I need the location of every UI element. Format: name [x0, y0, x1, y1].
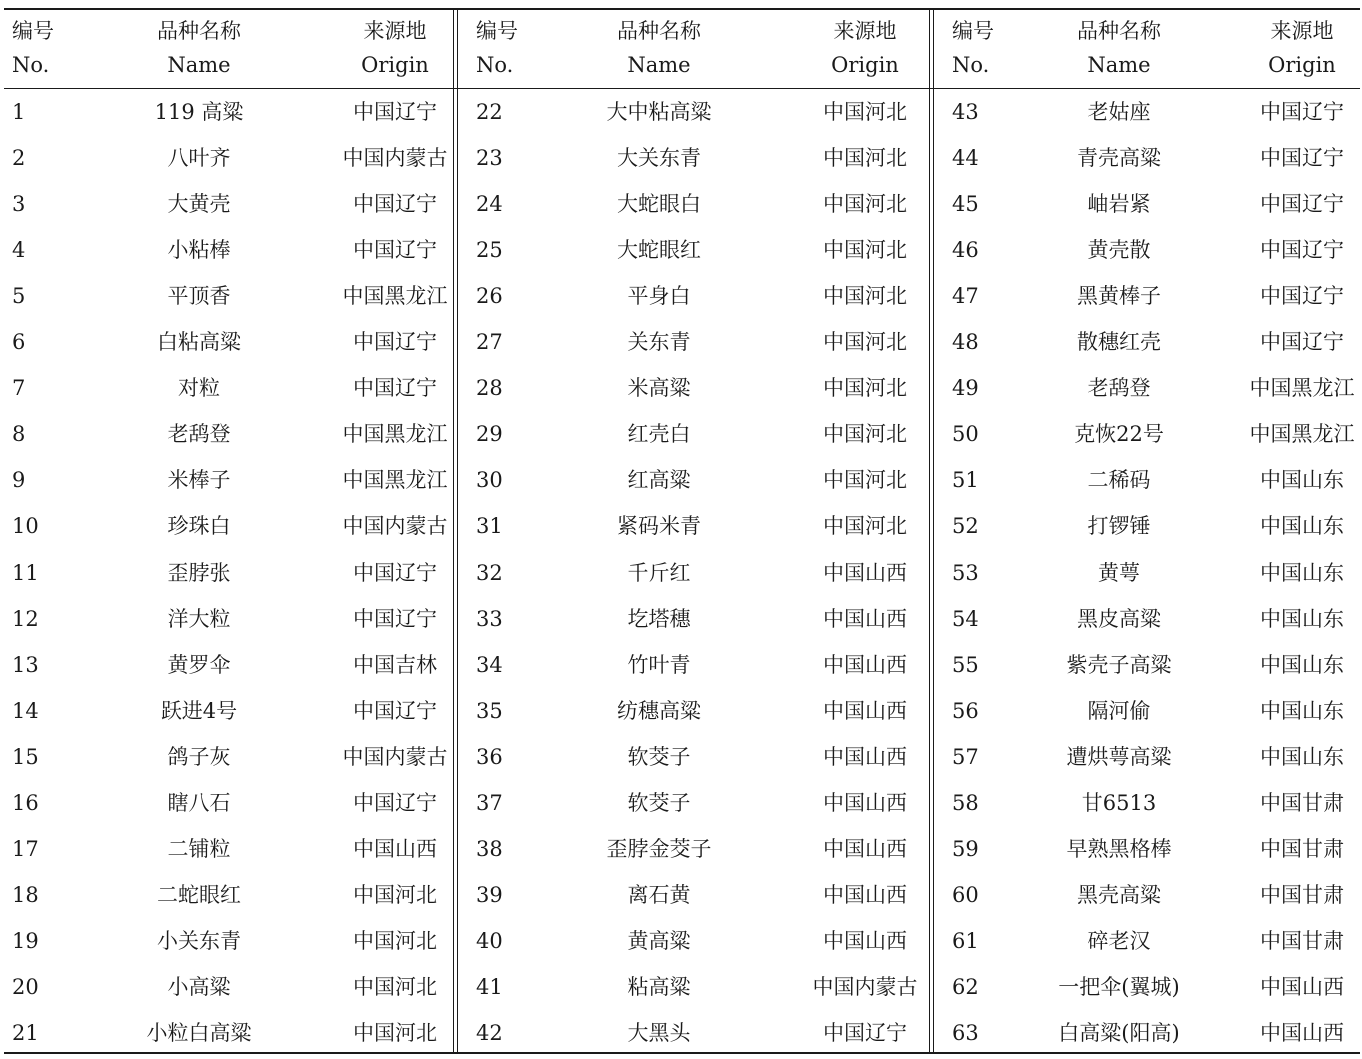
variety-name: 软茭子 — [627, 745, 691, 769]
origin-place: 中国山东 — [1260, 607, 1344, 631]
row-number: 18 — [12, 883, 39, 907]
origin-place: 中国河北 — [353, 1021, 437, 1045]
row-number: 6 — [12, 330, 26, 354]
variety-name: 小粘棒 — [167, 238, 231, 262]
origin-place: 中国辽宁 — [353, 561, 437, 585]
origin-place: 中国山西 — [823, 653, 907, 677]
row-number: 24 — [476, 192, 503, 216]
variety-name: 二稀码 — [1087, 468, 1151, 492]
origin-place: 中国甘肃 — [1260, 883, 1344, 907]
origin-place: 中国山西 — [823, 607, 907, 631]
origin-place: 中国山西 — [823, 883, 907, 907]
origin-place: 中国甘肃 — [1260, 929, 1344, 953]
origin-place: 中国辽宁 — [353, 238, 437, 262]
origin-place: 中国甘肃 — [1260, 837, 1344, 861]
variety-name: 珍珠白 — [167, 514, 231, 538]
row-number: 55 — [952, 653, 979, 677]
origin-place: 中国河北 — [823, 284, 907, 308]
variety-name: 大蛇眼白 — [617, 192, 701, 216]
row-number: 33 — [476, 607, 503, 631]
row-number: 37 — [476, 791, 503, 815]
origin-place: 中国山东 — [1260, 514, 1344, 538]
row-number: 51 — [952, 468, 979, 492]
variety-name: 岫岩紧 — [1087, 192, 1151, 216]
variety-name: 紫壳子高粱 — [1066, 653, 1172, 677]
row-number: 22 — [476, 100, 503, 124]
variety-name: 平顶香 — [167, 284, 231, 308]
variety-name: 早熟黑格棒 — [1066, 837, 1172, 861]
origin-place: 中国内蒙古 — [342, 146, 448, 170]
row-number: 12 — [12, 607, 39, 631]
origin-place: 中国河北 — [823, 514, 907, 538]
variety-name: 老姑座 — [1087, 100, 1151, 124]
variety-name: 关东青 — [627, 330, 691, 354]
origin-place: 中国辽宁 — [1260, 330, 1344, 354]
row-number: 46 — [952, 238, 979, 262]
row-number: 39 — [476, 883, 503, 907]
origin-place: 中国河北 — [823, 422, 907, 446]
header-no-cn: 编号 — [476, 19, 518, 43]
variety-name: 青壳高粱 — [1077, 146, 1161, 170]
origin-place: 中国山西 — [823, 929, 907, 953]
variety-name: 甘6513 — [1081, 791, 1157, 815]
germplasm-table — [4, 8, 1360, 1054]
row-number: 38 — [476, 837, 503, 861]
variety-name: 一把伞(翼城) — [1058, 975, 1180, 999]
variety-name: 克恢22号 — [1074, 422, 1164, 446]
row-number: 45 — [952, 192, 979, 216]
row-number: 60 — [952, 883, 979, 907]
origin-place: 中国河北 — [353, 883, 437, 907]
origin-place: 中国辽宁 — [353, 376, 437, 400]
row-number: 31 — [476, 514, 503, 538]
origin-place: 中国黑龙江 — [342, 468, 448, 492]
origin-place: 中国辽宁 — [353, 192, 437, 216]
origin-place: 中国辽宁 — [823, 1021, 907, 1045]
row-number: 54 — [952, 607, 979, 631]
variety-name: 老鸹登 — [1087, 376, 1151, 400]
variety-name: 歪脖张 — [167, 561, 231, 585]
variety-name: 八叶齐 — [167, 146, 231, 170]
variety-name: 洋大粒 — [167, 607, 231, 631]
row-number: 59 — [952, 837, 979, 861]
variety-name: 散穗红壳 — [1077, 330, 1161, 354]
row-number: 26 — [476, 284, 503, 308]
origin-place: 中国山东 — [1260, 653, 1344, 677]
row-number: 61 — [952, 929, 979, 953]
variety-name: 遭烘萼高粱 — [1066, 745, 1172, 769]
variety-name: 碎老汉 — [1087, 929, 1151, 953]
origin-place: 中国河北 — [823, 376, 907, 400]
row-number: 11 — [12, 561, 39, 585]
variety-name: 歪脖金茭子 — [606, 837, 712, 861]
variety-name: 鸽子灰 — [167, 745, 231, 769]
header-origin-cn: 来源地 — [1270, 19, 1334, 43]
origin-place: 中国山西 — [823, 699, 907, 723]
origin-place: 中国山东 — [1260, 561, 1344, 585]
variety-name: 黑壳高粱 — [1077, 883, 1161, 907]
row-number: 43 — [952, 100, 979, 124]
origin-place: 中国山西 — [823, 791, 907, 815]
variety-name: 黄高粱 — [627, 929, 691, 953]
variety-name: 二蛇眼红 — [157, 883, 241, 907]
row-number: 15 — [12, 745, 39, 769]
header-name-cn: 品种名称 — [617, 19, 701, 43]
row-number: 47 — [952, 284, 979, 308]
row-number: 48 — [952, 330, 979, 354]
row-number: 13 — [12, 653, 39, 677]
variety-name: 打锣锤 — [1087, 514, 1151, 538]
variety-name: 跃进4号 — [160, 699, 238, 723]
variety-name: 紧码米青 — [617, 514, 701, 538]
origin-place: 中国黑龙江 — [1249, 376, 1355, 400]
variety-name: 竹叶青 — [627, 653, 691, 677]
origin-place: 中国内蒙古 — [342, 514, 448, 538]
variety-name: 千斤红 — [627, 561, 691, 585]
column-group-separator — [453, 8, 458, 1054]
row-number: 1 — [12, 100, 26, 124]
table-bottom-rule — [4, 1052, 1360, 1054]
variety-name: 小粒白高粱 — [146, 1021, 252, 1045]
origin-place: 中国黑龙江 — [342, 422, 448, 446]
row-number: 44 — [952, 146, 979, 170]
row-number: 50 — [952, 422, 979, 446]
row-number: 57 — [952, 745, 979, 769]
variety-name: 大蛇眼红 — [617, 238, 701, 262]
header-name-en: Name — [167, 53, 231, 77]
variety-name: 瞎八石 — [167, 791, 231, 815]
row-number: 27 — [476, 330, 503, 354]
row-number: 35 — [476, 699, 503, 723]
row-number: 9 — [12, 468, 26, 492]
row-number: 8 — [12, 422, 26, 446]
variety-name: 黄萼 — [1098, 561, 1140, 585]
variety-name: 黑黄棒子 — [1077, 284, 1161, 308]
row-number: 42 — [476, 1021, 503, 1045]
variety-name: 对粒 — [178, 376, 220, 400]
origin-place: 中国山西 — [823, 745, 907, 769]
origin-place: 中国甘肃 — [1260, 791, 1344, 815]
origin-place: 中国吉林 — [353, 653, 437, 677]
origin-place: 中国辽宁 — [353, 699, 437, 723]
row-number: 58 — [952, 791, 979, 815]
header-name-en: Name — [1087, 53, 1151, 77]
row-number: 32 — [476, 561, 503, 585]
header-origin-en: Origin — [361, 53, 429, 77]
row-number: 36 — [476, 745, 503, 769]
row-number: 28 — [476, 376, 503, 400]
origin-place: 中国山东 — [1260, 745, 1344, 769]
row-number: 49 — [952, 376, 979, 400]
row-number: 56 — [952, 699, 979, 723]
variety-name: 圪塔穗 — [627, 607, 691, 631]
origin-place: 中国黑龙江 — [342, 284, 448, 308]
variety-name: 黄壳散 — [1087, 238, 1151, 262]
row-number: 3 — [12, 192, 26, 216]
variety-name: 老鸹登 — [167, 422, 231, 446]
row-number: 4 — [12, 238, 26, 262]
origin-place: 中国辽宁 — [1260, 192, 1344, 216]
header-no-en: No. — [952, 53, 990, 77]
header-no-en: No. — [12, 53, 50, 77]
origin-place: 中国河北 — [823, 100, 907, 124]
variety-name: 大关东青 — [617, 146, 701, 170]
row-number: 53 — [952, 561, 979, 585]
variety-name: 大黑头 — [627, 1021, 691, 1045]
variety-name: 米高粱 — [627, 376, 691, 400]
header-name-cn: 品种名称 — [1077, 19, 1161, 43]
row-number: 23 — [476, 146, 503, 170]
origin-place: 中国山西 — [353, 837, 437, 861]
header-origin-cn: 来源地 — [833, 19, 897, 43]
header-no-cn: 编号 — [952, 19, 994, 43]
variety-name: 纺穗高粱 — [617, 699, 701, 723]
variety-name: 119 高粱 — [154, 100, 244, 124]
row-number: 34 — [476, 653, 503, 677]
variety-name: 平身白 — [627, 284, 691, 308]
header-origin-en: Origin — [1268, 53, 1336, 77]
origin-place: 中国黑龙江 — [1249, 422, 1355, 446]
row-number: 52 — [952, 514, 979, 538]
variety-name: 小高粱 — [167, 975, 231, 999]
row-number: 19 — [12, 929, 39, 953]
variety-name: 米棒子 — [167, 468, 231, 492]
origin-place: 中国辽宁 — [1260, 238, 1344, 262]
variety-name: 白粘高粱 — [157, 330, 241, 354]
origin-place: 中国辽宁 — [353, 100, 437, 124]
origin-place: 中国河北 — [353, 975, 437, 999]
row-number: 41 — [476, 975, 503, 999]
variety-name: 离石黄 — [627, 883, 691, 907]
header-bottom-rule — [4, 88, 1360, 89]
origin-place: 中国辽宁 — [353, 330, 437, 354]
origin-place: 中国内蒙古 — [812, 975, 918, 999]
row-number: 7 — [12, 376, 26, 400]
row-number: 29 — [476, 422, 503, 446]
variety-name: 小关东青 — [157, 929, 241, 953]
row-number: 63 — [952, 1021, 979, 1045]
origin-place: 中国辽宁 — [353, 791, 437, 815]
row-number: 5 — [12, 284, 26, 308]
origin-place: 中国辽宁 — [353, 607, 437, 631]
origin-place: 中国河北 — [353, 929, 437, 953]
header-origin-cn: 来源地 — [363, 19, 427, 43]
variety-name: 红高粱 — [627, 468, 691, 492]
origin-place: 中国山西 — [1260, 1021, 1344, 1045]
variety-name: 红壳白 — [627, 422, 691, 446]
origin-place: 中国辽宁 — [1260, 146, 1344, 170]
variety-name: 大中粘高粱 — [606, 100, 712, 124]
variety-name: 二铺粒 — [167, 837, 231, 861]
row-number: 30 — [476, 468, 503, 492]
origin-place: 中国内蒙古 — [342, 745, 448, 769]
origin-place: 中国山东 — [1260, 699, 1344, 723]
origin-place: 中国河北 — [823, 192, 907, 216]
variety-name: 软茭子 — [627, 791, 691, 815]
origin-place: 中国辽宁 — [1260, 100, 1344, 124]
row-number: 2 — [12, 146, 26, 170]
row-number: 40 — [476, 929, 503, 953]
row-number: 21 — [12, 1021, 39, 1045]
row-number: 25 — [476, 238, 503, 262]
origin-place: 中国山西 — [1260, 975, 1344, 999]
row-number: 16 — [12, 791, 39, 815]
origin-place: 中国河北 — [823, 238, 907, 262]
header-no-en: No. — [476, 53, 514, 77]
origin-place: 中国山东 — [1260, 468, 1344, 492]
variety-name: 黑皮高粱 — [1077, 607, 1161, 631]
row-number: 20 — [12, 975, 39, 999]
variety-name: 白高粱(阳高) — [1058, 1021, 1180, 1045]
origin-place: 中国山西 — [823, 561, 907, 585]
row-number: 17 — [12, 837, 39, 861]
origin-place: 中国河北 — [823, 330, 907, 354]
row-number: 10 — [12, 514, 39, 538]
header-name-en: Name — [627, 53, 691, 77]
variety-name: 大黄壳 — [167, 192, 231, 216]
origin-place: 中国山西 — [823, 837, 907, 861]
header-no-cn: 编号 — [12, 19, 54, 43]
variety-name: 黄罗伞 — [167, 653, 231, 677]
header-name-cn: 品种名称 — [157, 19, 241, 43]
origin-place: 中国辽宁 — [1260, 284, 1344, 308]
column-group-separator — [929, 8, 934, 1054]
header-origin-en: Origin — [831, 53, 899, 77]
table-top-rule — [4, 8, 1360, 10]
variety-name: 粘高粱 — [627, 975, 691, 999]
row-number: 14 — [12, 699, 39, 723]
variety-name: 隔河偷 — [1087, 699, 1151, 723]
row-number: 62 — [952, 975, 979, 999]
origin-place: 中国河北 — [823, 468, 907, 492]
origin-place: 中国河北 — [823, 146, 907, 170]
